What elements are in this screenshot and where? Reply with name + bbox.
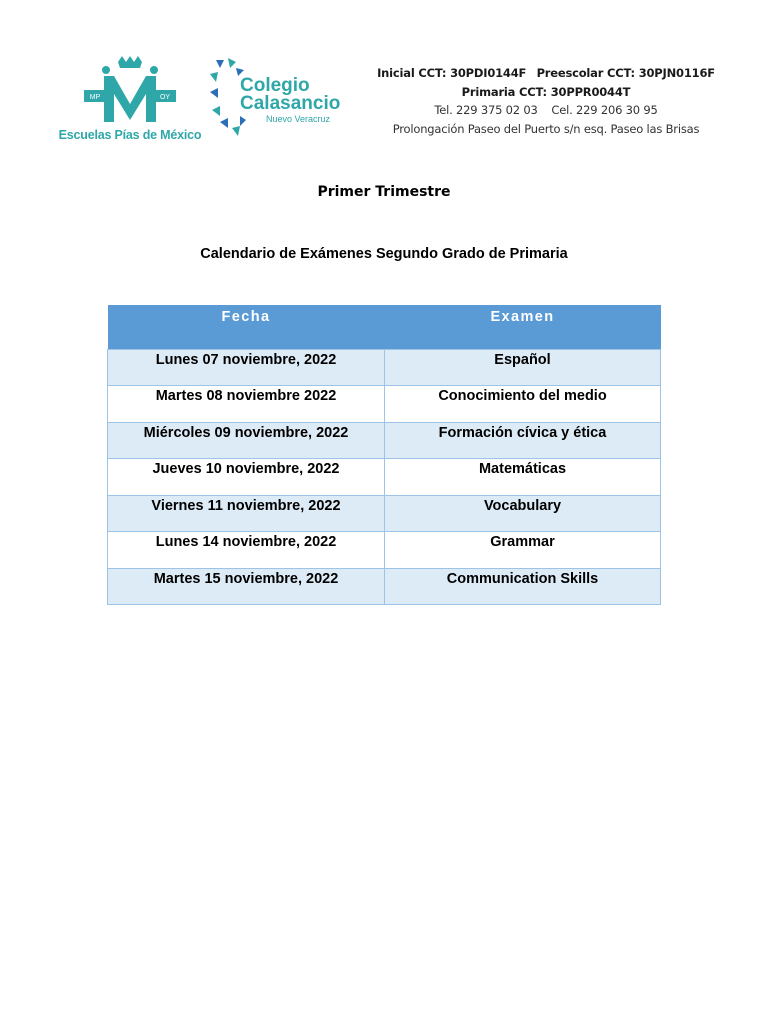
escuelas-pias-logo	[56, 56, 204, 146]
cell-exam: Matemáticas	[385, 459, 661, 496]
cell-date: Jueves 10 noviembre, 2022	[108, 459, 385, 496]
colegio-calasancio-logo	[208, 56, 358, 142]
table-row	[108, 568, 661, 605]
table-row	[108, 532, 661, 569]
cell-exam: Vocabulary	[385, 495, 661, 532]
cell-date: Martes 15 noviembre, 2022	[108, 568, 385, 605]
cell-exam: Grammar	[385, 532, 661, 569]
calasancio-word-colegio: Colegio	[240, 75, 310, 96]
phone-line	[376, 101, 716, 120]
table-row	[108, 386, 661, 423]
emblem-right-mark: OY	[159, 94, 171, 101]
cellphone: Cel. 229 206 30 95	[551, 103, 658, 117]
cell-date: Viernes 11 noviembre, 2022	[108, 495, 385, 532]
cell-date: Lunes 14 noviembre, 2022	[108, 532, 385, 569]
cct-line-1	[376, 64, 716, 83]
table-row	[108, 422, 661, 459]
cell-exam: Communication Skills	[385, 568, 661, 605]
cct-preescolar: Preescolar CCT: 30PJN0116F	[536, 66, 715, 80]
table-header-row	[108, 305, 661, 349]
escuelas-pias-name: Escuelas Pías de México	[58, 128, 202, 142]
address: Prolongación Paseo del Puerto s/n esq. Paseo las Brisas	[392, 121, 700, 136]
page-title: Primer Trimestre	[317, 184, 451, 200]
table-row	[108, 349, 661, 386]
cell-date: Martes 08 noviembre 2022	[108, 386, 385, 423]
cell-exam: Español	[385, 349, 661, 386]
telephone: Tel. 229 375 02 03	[434, 103, 538, 117]
page-subtitle: Calendario de Exámenes Segundo Grado de Primaria	[200, 246, 568, 262]
header-fecha: Fecha	[108, 305, 385, 349]
table-row	[108, 459, 661, 496]
cell-exam: Formación cívica y ética	[385, 422, 661, 459]
cell-exam: Conocimiento del medio	[385, 386, 661, 423]
school-contact-block	[376, 64, 716, 138]
calasancio-sub: Nuevo Veracruz	[266, 114, 331, 124]
table-row	[108, 495, 661, 532]
escuelas-pias-emblem-icon	[56, 56, 204, 128]
cell-date: Lunes 07 noviembre, 2022	[108, 349, 385, 386]
calasancio-word-calasancio: Calasancio	[240, 93, 341, 114]
cct-primaria: Primaria CCT: 30PPR0044T	[461, 84, 631, 99]
header-examen: Examen	[385, 305, 661, 349]
exam-schedule-table	[107, 305, 661, 605]
cell-date: Miércoles 09 noviembre, 2022	[108, 422, 385, 459]
emblem-left-mark: MP	[89, 94, 101, 101]
cct-inicial: Inicial CCT: 30PDI0144F	[377, 66, 527, 80]
